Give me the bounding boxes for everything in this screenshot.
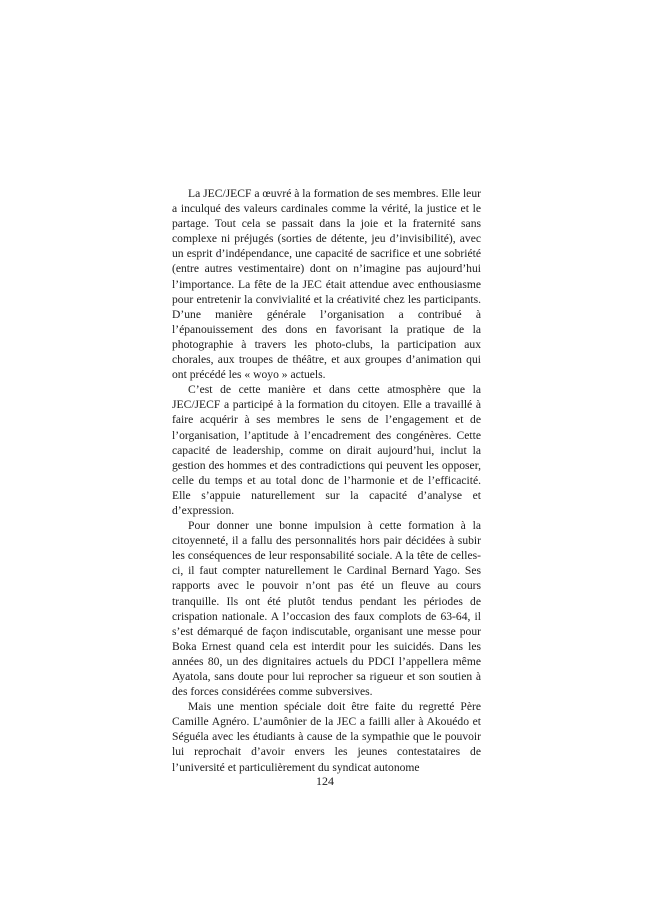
page-number: 124 — [316, 774, 334, 788]
paragraph-1: La JEC/JECF a œuvré à la formation de ses membres. Elle leur a inculqué des valeurs cardinales comme la vérité, la justice et le partage. Tout cela se passait dans la joie et la fraternité sans complexe ni préjugés (sorties de détente, jeu d’invisibilité), avec un esprit d’indépendance, une capacité de sacrifice et une sobriété (entre autres vestimentaire) dont on n’imagine pas aujourd’hui l’importance. La fête de la JEC était attendue avec enthousiasme pour entretenir la convivialité et la créativité chez les participants. D’une manière générale l’organisation a contribué à l’épanouissement des dons en favorisant la pratique de la photographie à travers les photo-clubs, la participation aux chorales, aux troupes de théâtre, et aux groupes d’animation qui ont précédé les « woyo » actuels. — [172, 187, 481, 382]
paragraph-4: Mais une mention spéciale doit être faite du regretté Père Camille Agnéro. L’aumônier de la JEC a failli aller à Akouédo et Séguéla avec les étudiants à cause de la sympathie que le pouvoir lui reprochait d’avoir envers les jeunes contestataires de l’université et particulièrement du syndicat autonome — [172, 700, 481, 774]
body-text — [172, 186, 481, 775]
paragraph-2: C’est de cette manière et dans cette atmosphère que la JEC/JECF a participé à la formation du citoyen. Elle a travaillé à faire acquérir à ses membres le sens de l’engagement et de l’organisation, l’aptitude à l’encadrement des congénères. Cette capacité de leadership, comme on dirait aujourd’hui, inclut la gestion des hommes et des contradictions qui peuvent les opposer, celle du temps et au total donc de l’harmonie et de l’efficacité. Elle s’appuie naturellement sur la capacité d’analyse et d’expression. — [172, 383, 481, 517]
paragraph-3: Pour donner une bonne impulsion à cette formation à la citoyenneté, il a fallu des personnalités hors pair décidées à subir les conséquences de leur responsabilité sociale. A la tête de celles-ci, il faut compter naturellement le Cardinal Bernard Yago. Ses rapports avec le pouvoir n’ont pas été un fleuve au cours tranquille. Ils ont été plutôt tendus pendant les périodes de crispation nationale. A l’occasion des faux complots de 63-64, il s’est démarqué de façon indiscutable, organisant une messe pour Boka Ernest quand cela est interdit pour les suicidés. Dans les années 80, un des dignitaires actuels du PDCI l’appellera même Ayatola, sans doute pour lui reprocher sa rigueur et son soutien à des forces considérées comme subversives. — [172, 519, 481, 699]
